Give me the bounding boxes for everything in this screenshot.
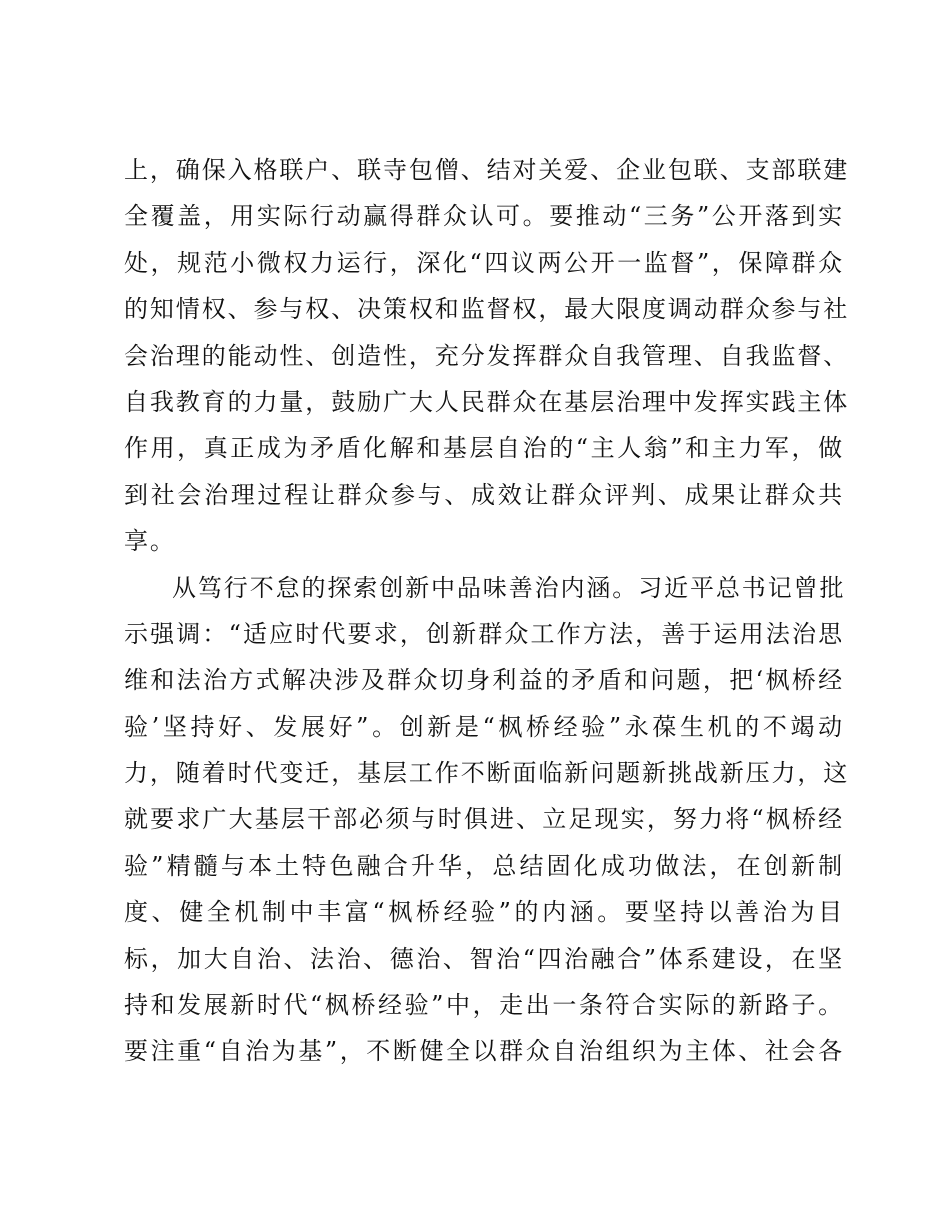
text-line: 示强调：“适应时代要求，创新群众工作方法，善于运用法治思: [124, 619, 844, 648]
text-line: 自我教育的力量，鼓励广大人民群众在基层治理中发挥实践主体: [124, 387, 850, 416]
text-line: 的知情权、参与权、决策权和监督权，最大限度调动群众参与社: [124, 295, 850, 324]
text-line: 度、健全机制中丰富“枫桥经验”的内涵。要坚持以善治为目: [124, 898, 844, 927]
text-line: 上，确保入格联户、联寺包僧、结对关爱、企业包联、支部联建: [124, 156, 850, 184]
text-line: 验’坚持好、发展好”。创新是“枫桥经验”永葆生机的不竭动: [124, 712, 844, 741]
text-line: 享。: [124, 527, 176, 556]
text-line: 会治理的能动性、创造性，充分发挥群众自我管理、自我监督、: [124, 341, 850, 370]
text-line: 持和发展新时代“枫桥经验”中，走出一条符合实际的新路子。: [124, 991, 844, 1020]
text-line: 维和法治方式解决涉及群众切身利益的矛盾和问题，把‘枫桥经: [124, 666, 844, 695]
text-line: 标，加大自治、法治、德治、智治“四治融合”体系建设，在坚: [124, 944, 844, 973]
text-line: 力，随着时代变迁，基层工作不断面临新问题新挑战新压力，这: [124, 759, 850, 788]
text-line: 处，规范小微权力运行，深化“四议两公开一监督”，保障群众: [124, 248, 844, 277]
text-line: 就要求广大基层干部必须与时俱进、立足现实，努力将“枫桥经: [124, 805, 844, 834]
text-line: 验”精髓与本土特色融合升华，总结固化成功做法，在创新制: [124, 851, 844, 880]
text-line: 到社会治理过程让群众参与、成效让群众评判、成果让群众共: [124, 480, 844, 509]
paragraph-first-line: 从笃行不怠的探索创新中品味善治内涵。习近平总书记曾批: [172, 573, 846, 602]
document-body: [124, 147, 850, 1075]
text-line: 全覆盖，用实际行动赢得群众认可。要推动“三务”公开落到实: [124, 202, 844, 231]
text-line: 要注重“自治为基”，不断健全以群众自治组织为主体、社会各: [124, 1037, 844, 1066]
text-line: 作用，真正成为矛盾化解和基层自治的“主人翁”和主力军，做: [124, 434, 844, 463]
